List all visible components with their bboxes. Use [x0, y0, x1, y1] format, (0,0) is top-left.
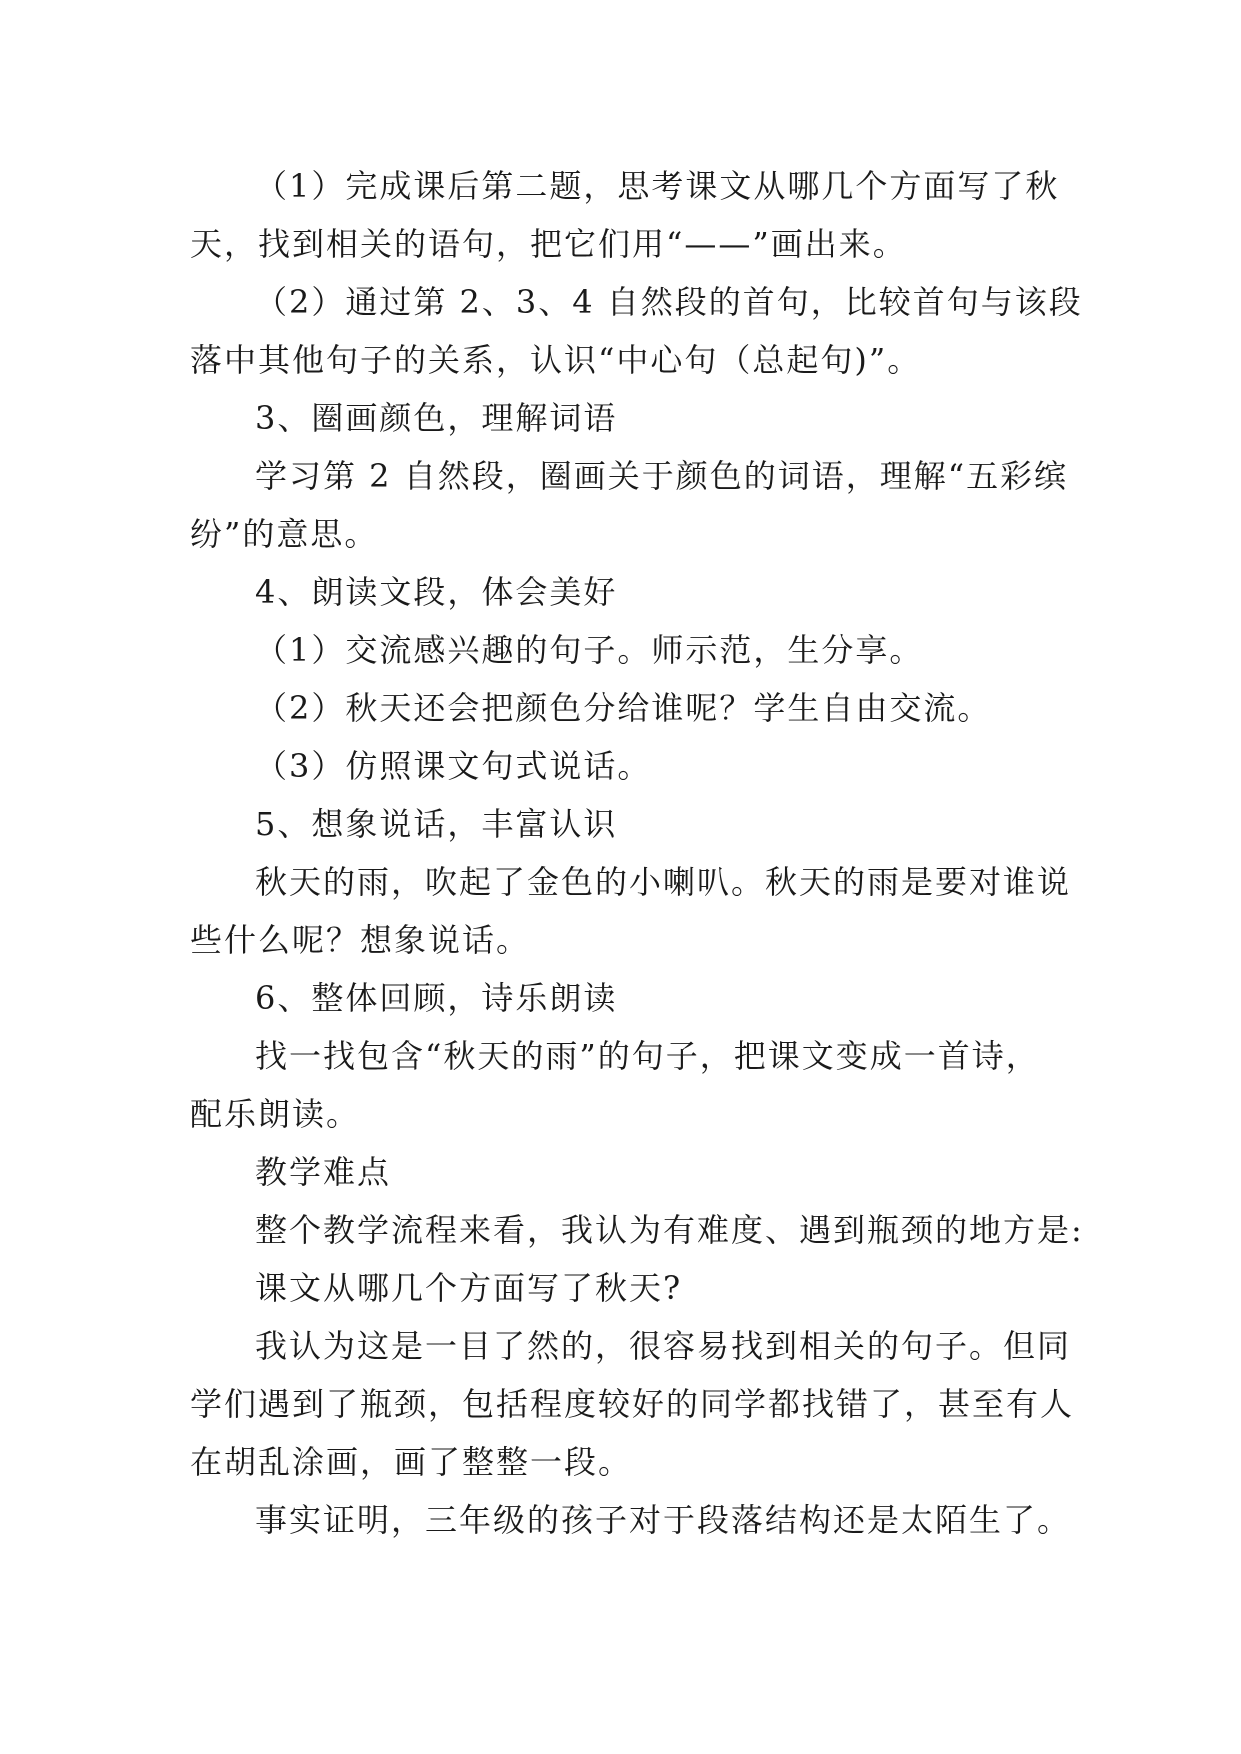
text-line: 配乐朗读。: [190, 1095, 361, 1133]
text-line: 课文从哪几个方面写了秋天?: [255, 1269, 683, 1307]
text-line: 秋天的雨，吹起了金色的小喇叭。秋天的雨是要对谁说: [255, 863, 1072, 901]
text-line: 整个教学流程来看，我认为有难度、遇到瓶颈的地方是:: [255, 1211, 1084, 1249]
text-line: 天，找到相关的语句，把它们用“——”画出来。: [190, 225, 907, 263]
text-line: 找一找包含“秋天的雨”的句子，把课文变成一首诗，: [255, 1037, 1040, 1075]
text-line: （2）通过第 2、3、4 自然段的首句，比较首句与该段: [255, 283, 1083, 321]
text-line: 3、圈画颜色，理解词语: [255, 399, 618, 437]
text-line: 学们遇到了瓶颈，包括程度较好的同学都找错了，甚至有人: [190, 1385, 1075, 1423]
text-line: （3）仿照课文句式说话。: [255, 747, 652, 785]
section-heading: 教学难点: [255, 1153, 392, 1191]
text-line: （2）秋天还会把颜色分给谁呢？学生自由交流。: [255, 689, 992, 727]
text-line: 我认为这是一目了然的，很容易找到相关的句子。但同: [255, 1327, 1072, 1365]
text-line: 些什么呢？想象说话。: [190, 921, 531, 959]
text-line: 4、朗读文段，体会美好: [255, 573, 618, 611]
text-line: 落中其他句子的关系，认识“中心句（总起句)”。: [190, 341, 922, 379]
text-line: 纷”的意思。: [190, 515, 379, 553]
text-line: 学习第 2 自然段，圈画关于颜色的词语，理解“五彩缤: [255, 457, 1069, 495]
text-line: （1）完成课后第二题，思考课文从哪几个方面写了秋: [255, 167, 1060, 205]
text-line: 5、想象说话，丰富认识: [255, 805, 618, 843]
text-line: （1）交流感兴趣的句子。师示范，生分享。: [255, 631, 924, 669]
text-line: 6、整体回顾，诗乐朗读: [255, 979, 618, 1017]
text-line: 在胡乱涂画，画了整整一段。: [190, 1443, 633, 1481]
text-line: 事实证明，三年级的孩子对于段落结构还是太陌生了。: [255, 1501, 1072, 1539]
